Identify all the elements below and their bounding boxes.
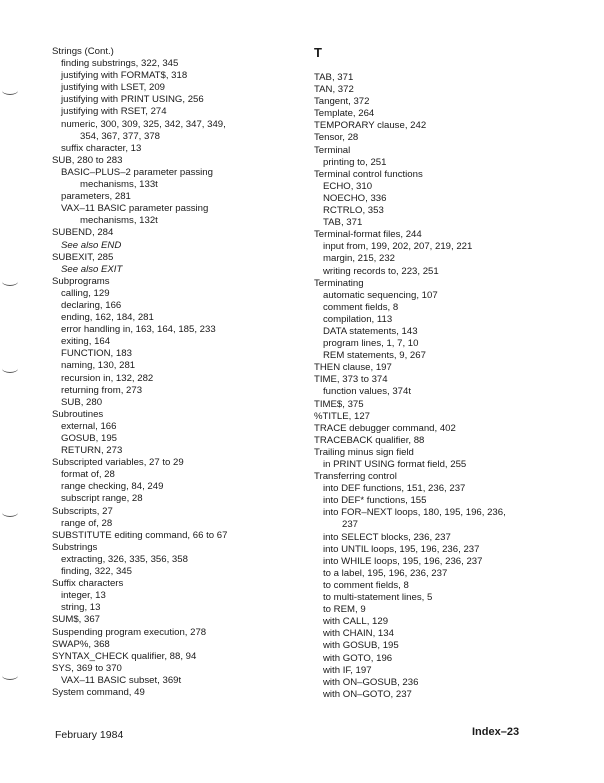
index-subentry: NOECHO, 336 xyxy=(323,192,387,204)
index-subentry: 237 xyxy=(342,519,359,531)
index-subentry: mechanisms, 132t xyxy=(80,215,158,227)
index-entry: Tangent, 372 xyxy=(314,96,370,108)
index-entry: %TITLE, 127 xyxy=(314,410,370,422)
index-subentry: with GOSUB, 195 xyxy=(323,640,399,652)
index-entry: SUB, 280 to 283 xyxy=(52,154,123,166)
footer-date: February 1984 xyxy=(55,729,124,741)
index-entry: System command, 49 xyxy=(52,686,145,698)
index-subentry: program lines, 1, 7, 10 xyxy=(323,338,419,350)
index-entry: Subroutines xyxy=(52,408,104,420)
index-subentry: justifying with FORMAT$, 318 xyxy=(61,70,188,82)
index-subentry: numeric, 300, 309, 325, 342, 347, 349, xyxy=(61,118,226,130)
index-subentry: finding substrings, 322, 345 xyxy=(61,58,179,70)
index-entry: Subprograms xyxy=(52,275,110,287)
index-subentry: GOSUB, 195 xyxy=(61,433,117,444)
index-subentry: 354, 367, 377, 378 xyxy=(80,130,161,142)
index-entry: TRACEBACK qualifier, 88 xyxy=(314,434,425,446)
index-entry: Trailing minus sign field xyxy=(314,446,414,458)
index-entry: Subscripted variables, 27 to 29 xyxy=(52,457,184,469)
index-subentry: justifying with PRINT USING, 256 xyxy=(61,94,204,106)
index-subentry: compilation, 113 xyxy=(323,313,393,325)
index-subentry: error handling in, 163, 164, 185, 233 xyxy=(61,324,216,336)
index-subentry: with IF, 197 xyxy=(323,664,372,676)
index-entry: TIME, 373 to 374 xyxy=(314,374,388,386)
index-entry: Tensor, 28 xyxy=(314,132,359,144)
index-subentry: returning from, 273 xyxy=(61,384,143,396)
index-subentry: range of, 28 xyxy=(61,517,113,529)
index-subentry: FUNCTION, 183 xyxy=(61,348,132,360)
index-entry: Subscripts, 27 xyxy=(52,505,113,517)
index-subentry: input from, 199, 202, 207, 219, 221 xyxy=(323,241,473,253)
index-subentry: external, 166 xyxy=(61,420,117,432)
index-subentry: naming, 130, 281 xyxy=(61,360,136,372)
index-entry: Substrings xyxy=(52,541,98,553)
index-entry: Terminal control functions xyxy=(314,168,423,180)
index-subentry: See also END xyxy=(61,239,122,251)
index-subentry: into DEF functions, 151, 236, 237 xyxy=(323,483,466,495)
index-subentry: comment fields, 8 xyxy=(323,301,399,313)
index-subentry: format of, 28 xyxy=(61,469,115,481)
index-subentry: calling, 129 xyxy=(61,287,110,299)
index-subentry: integer, 13 xyxy=(61,590,106,602)
binding-mark xyxy=(2,277,18,286)
index-entry: SWAP%, 368 xyxy=(52,638,110,650)
index-subentry: with GOTO, 196 xyxy=(323,652,393,664)
index-left-column xyxy=(52,46,292,699)
binding-mark xyxy=(2,364,18,373)
index-entry: SUBEND, 284 xyxy=(52,227,114,239)
index-subentry: finding, 322, 345 xyxy=(61,566,132,578)
index-subentry: DATA statements, 143 xyxy=(323,325,418,337)
binding-mark xyxy=(2,508,18,517)
index-subentry: function values, 374t xyxy=(323,386,412,398)
index-entry: TEMPORARY clause, 242 xyxy=(314,120,427,132)
index-entry: SUM$, 367 xyxy=(52,614,100,626)
index-entry: Suspending program execution, 278 xyxy=(52,626,207,638)
index-entry: SYS, 369 to 370 xyxy=(52,662,122,674)
index-subentry: extracting, 326, 335, 356, 358 xyxy=(61,553,188,565)
index-subentry: with ON–GOTO, 237 xyxy=(323,688,412,700)
binding-mark xyxy=(2,671,18,680)
index-subentry: into WHILE loops, 195, 196, 236, 237 xyxy=(323,555,483,567)
index-subentry: automatic sequencing, 107 xyxy=(323,289,438,301)
index-subentry: with ON–GOSUB, 236 xyxy=(323,676,419,688)
index-subentry: TAB, 371 xyxy=(323,217,363,229)
index-subentry: to comment fields, 8 xyxy=(323,579,409,591)
index-subentry: to a label, 195, 196, 236, 237 xyxy=(323,567,448,579)
index-entry: Terminating xyxy=(314,277,364,289)
index-entry: SYNTAX_CHECK qualifier, 88, 94 xyxy=(52,650,197,662)
index-entry: Terminal-format files, 244 xyxy=(314,229,422,241)
index-subentry: See also EXIT xyxy=(61,263,123,275)
index-subentry: in PRINT USING format field, 255 xyxy=(323,459,467,470)
index-right-entries xyxy=(314,72,554,701)
index-entry: Template, 264 xyxy=(314,108,375,120)
index-subentry: SUB, 280 xyxy=(61,396,103,408)
index-entry: TAB, 371 xyxy=(314,72,354,83)
index-subentry: RCTRLO, 353 xyxy=(323,205,384,217)
index-entry: Suffix characters xyxy=(52,578,124,590)
index-subentry: into FOR–NEXT loops, 180, 195, 196, 236, xyxy=(323,507,506,519)
index-entry: TIME$, 375 xyxy=(314,398,364,410)
index-entry: SUBEXIT, 285 xyxy=(52,251,114,263)
index-entry: TRACE debugger command, 402 xyxy=(314,422,456,434)
index-subentry: margin, 215, 232 xyxy=(323,253,395,265)
index-entry: Transferring control xyxy=(314,471,397,483)
index-subentry: VAX–11 BASIC subset, 369t xyxy=(61,674,182,686)
index-entry: Strings (Cont.) xyxy=(52,46,114,57)
index-subentry: suffix character, 13 xyxy=(61,142,142,154)
index-subentry: subscript range, 28 xyxy=(61,493,143,505)
index-subentry: into UNTIL loops, 195, 196, 236, 237 xyxy=(323,543,480,555)
index-subentry: ECHO, 310 xyxy=(323,180,373,192)
index-subentry: writing records to, 223, 251 xyxy=(323,265,439,277)
index-subentry: justifying with LSET, 209 xyxy=(61,82,165,94)
index-subentry: exiting, 164 xyxy=(61,336,111,348)
index-subentry: into SELECT blocks, 236, 237 xyxy=(323,531,451,543)
index-subentry: with CALL, 129 xyxy=(323,616,389,628)
section-letter-heading: T xyxy=(314,45,322,60)
index-subentry: BASIC–PLUS–2 parameter passing xyxy=(61,166,213,178)
index-subentry: to multi-statement lines, 5 xyxy=(323,592,433,604)
index-entry: Terminal xyxy=(314,144,351,156)
index-subentry: mechanisms, 133t xyxy=(80,179,158,191)
index-subentry: printing to, 251 xyxy=(323,156,387,168)
index-subentry: string, 13 xyxy=(61,602,101,614)
index-subentry: recursion in, 132, 282 xyxy=(61,372,154,384)
index-subentry: justifying with RSET, 274 xyxy=(61,106,167,118)
index-subentry: parameters, 281 xyxy=(61,191,131,203)
index-subentry: into DEF* functions, 155 xyxy=(323,495,427,507)
footer-page-number: Index–23 xyxy=(472,726,520,738)
index-entry: THEN clause, 197 xyxy=(314,362,392,374)
index-subentry: declaring, 166 xyxy=(61,299,122,311)
index-subentry: VAX–11 BASIC parameter passing xyxy=(61,203,209,215)
index-subentry: RETURN, 273 xyxy=(61,445,123,457)
index-right-column xyxy=(314,46,554,701)
index-entry: SUBSTITUTE editing command, 66 to 67 xyxy=(52,529,228,541)
index-subentry: with CHAIN, 134 xyxy=(323,628,394,640)
index-subentry: range checking, 84, 249 xyxy=(61,481,164,493)
binding-mark xyxy=(2,86,18,95)
index-subentry: to REM, 9 xyxy=(323,604,366,616)
index-entry: TAN, 372 xyxy=(314,84,354,96)
index-subentry: ending, 162, 184, 281 xyxy=(61,312,154,324)
index-subentry: REM statements, 9, 267 xyxy=(323,350,426,362)
